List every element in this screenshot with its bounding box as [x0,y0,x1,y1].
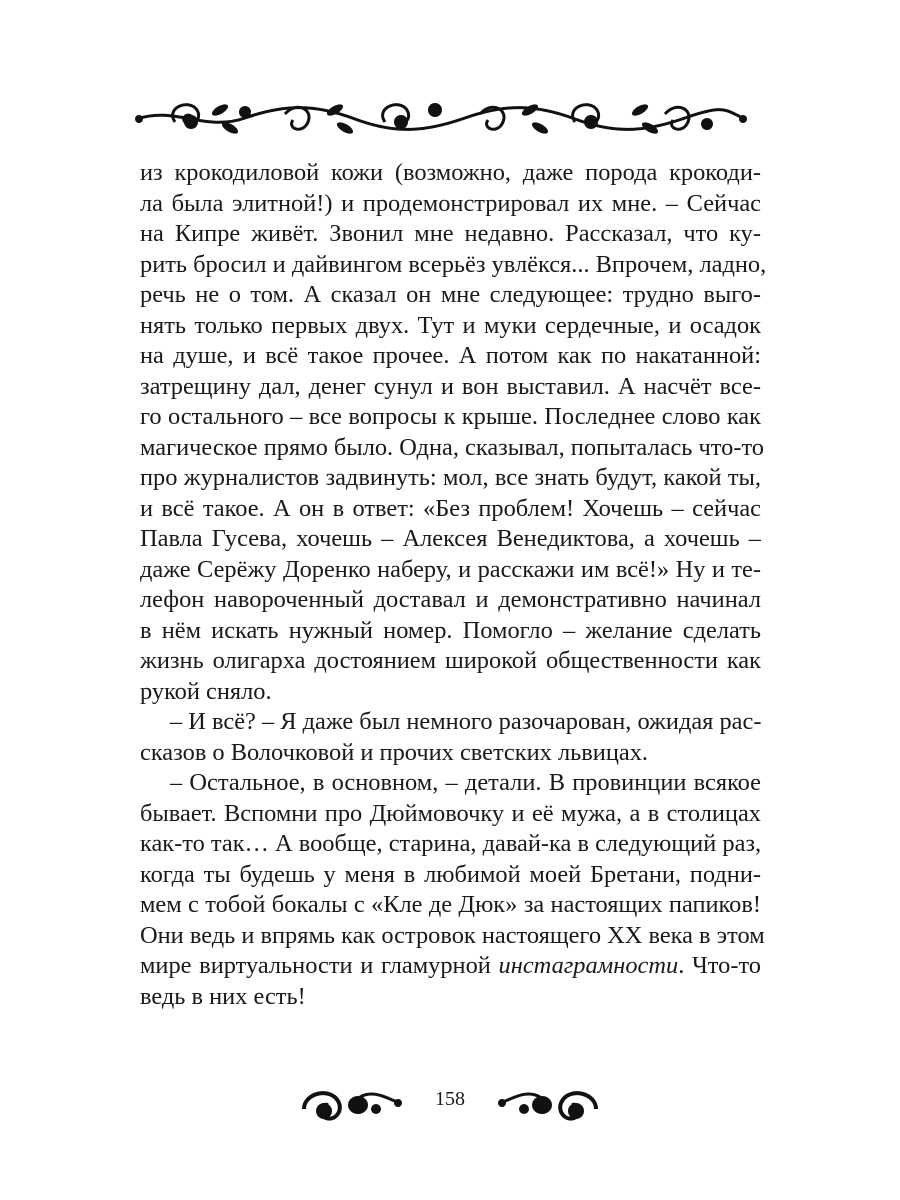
text-line-content: бывает. Вспомни про Дюймовочку и её мужа, а в столицах [140,799,761,827]
text-line [140,372,761,403]
text-line-content: когда ты будешь у меня в любимой моей Бретани, подни- [140,860,761,888]
text-line-content: жизнь олигарха достоянием широкой общественности как [140,647,761,674]
text-line [140,189,761,220]
text-line-content: как-то так… А вообще, старина, давай-ка в следующий раз, [140,830,762,857]
text-line-content: затрещину дал, денег сунул и вон выставил. А насчёт все- [140,372,761,400]
body-text [140,158,767,1012]
text-line-content: рить бросил и дайвингом всерьёз увлёкся... Впрочем, ладно, [140,250,767,278]
text-line-content: магическое прямо было. Одна, сказывал, попыталась что-то [140,433,764,461]
text-line [140,402,761,433]
text-line [140,463,761,494]
text-line [140,799,761,830]
text-line-content: Павла Гусева, хочешь – Алексея Венедиктова, а хочешь – [140,525,761,552]
text-line-content: даже Серёжу Доренко наберу, и расскажи им всё!» Ну и те- [140,555,761,583]
text-line [140,646,761,677]
text-line [140,829,761,860]
text-line [140,707,761,738]
page-number: 158 [435,1088,465,1110]
text-line [140,738,761,769]
text-line [140,250,767,281]
text-line [140,860,761,891]
text-line [140,921,765,952]
text-line-content: на душе, и всё такое прочее. А потом как по накатанной: [140,342,761,369]
text-line [140,890,761,921]
text-line-content: речь не о том. А сказал он мне следующее: трудно выго- [140,281,761,308]
text-line-content: в нём искать нужный номер. Помогло – желание сделать [140,616,761,644]
text-line [140,982,761,1013]
text-line-content: го остального – все вопросы к крыше. Последнее слово как [140,403,761,430]
text-line [140,311,761,342]
text-line [140,524,761,555]
page-footer [0,1078,900,1138]
text-line-content: из крокодиловой кожи (возможно, даже порода крокоди- [140,159,761,186]
text-line-content: мем с тобой бокалы с «Кле де Дюк» за настоящих папиков! [140,891,761,918]
text-line [140,555,761,586]
text-line [140,158,761,189]
text-line-content: и всё такое. А он в ответ: «Без проблем! Хочешь – сейчас [140,494,761,522]
text-line [140,433,764,464]
text-line-content: лефон навороченный доставал и демонстративно начинал [140,586,761,613]
floral-vine-ornament-icon [135,92,747,140]
text-line [140,677,761,708]
text-line-content: – И всё? – Я даже был немного разочарован, ожидая рас- [170,708,762,735]
text-line-content: – Остальное, в основном, – детали. В провинции всякое [170,769,761,796]
scroll-flourish-icon [496,1083,600,1131]
text-line-tail: . Что-то [678,952,761,979]
text-line [140,341,761,372]
text-line [140,494,761,525]
text-line-content: про журналистов задвинуть: мол, все знать будут, какой ты, [140,464,761,491]
text-line-content: Они ведь и впрямь как островок настоящего XX века в этом [140,921,765,949]
italic-term: инстаграмности [498,952,679,979]
text-line [140,280,761,311]
text-line-content: нять только первых двух. Тут и муки сердечные, и осадок [140,311,761,339]
text-line-content: мире виртуальности и гламурной [140,952,491,979]
text-line-content: на Кипре живёт. Звонил мне недавно. Рассказал, что ку- [140,220,761,247]
text-line-content: ведь в них есть! [140,982,306,1010]
text-line [140,585,761,616]
text-line-content: рукой сняло. [140,677,272,705]
text-line [140,616,761,647]
text-line [140,768,761,799]
text-line-content: сказов о Волочковой и прочих светских львицах. [140,738,648,766]
text-line-content: ла была элитной!) и продемонстрировал их мне. – Сейчас [140,189,761,217]
text-line [140,951,761,982]
text-line [140,219,761,250]
